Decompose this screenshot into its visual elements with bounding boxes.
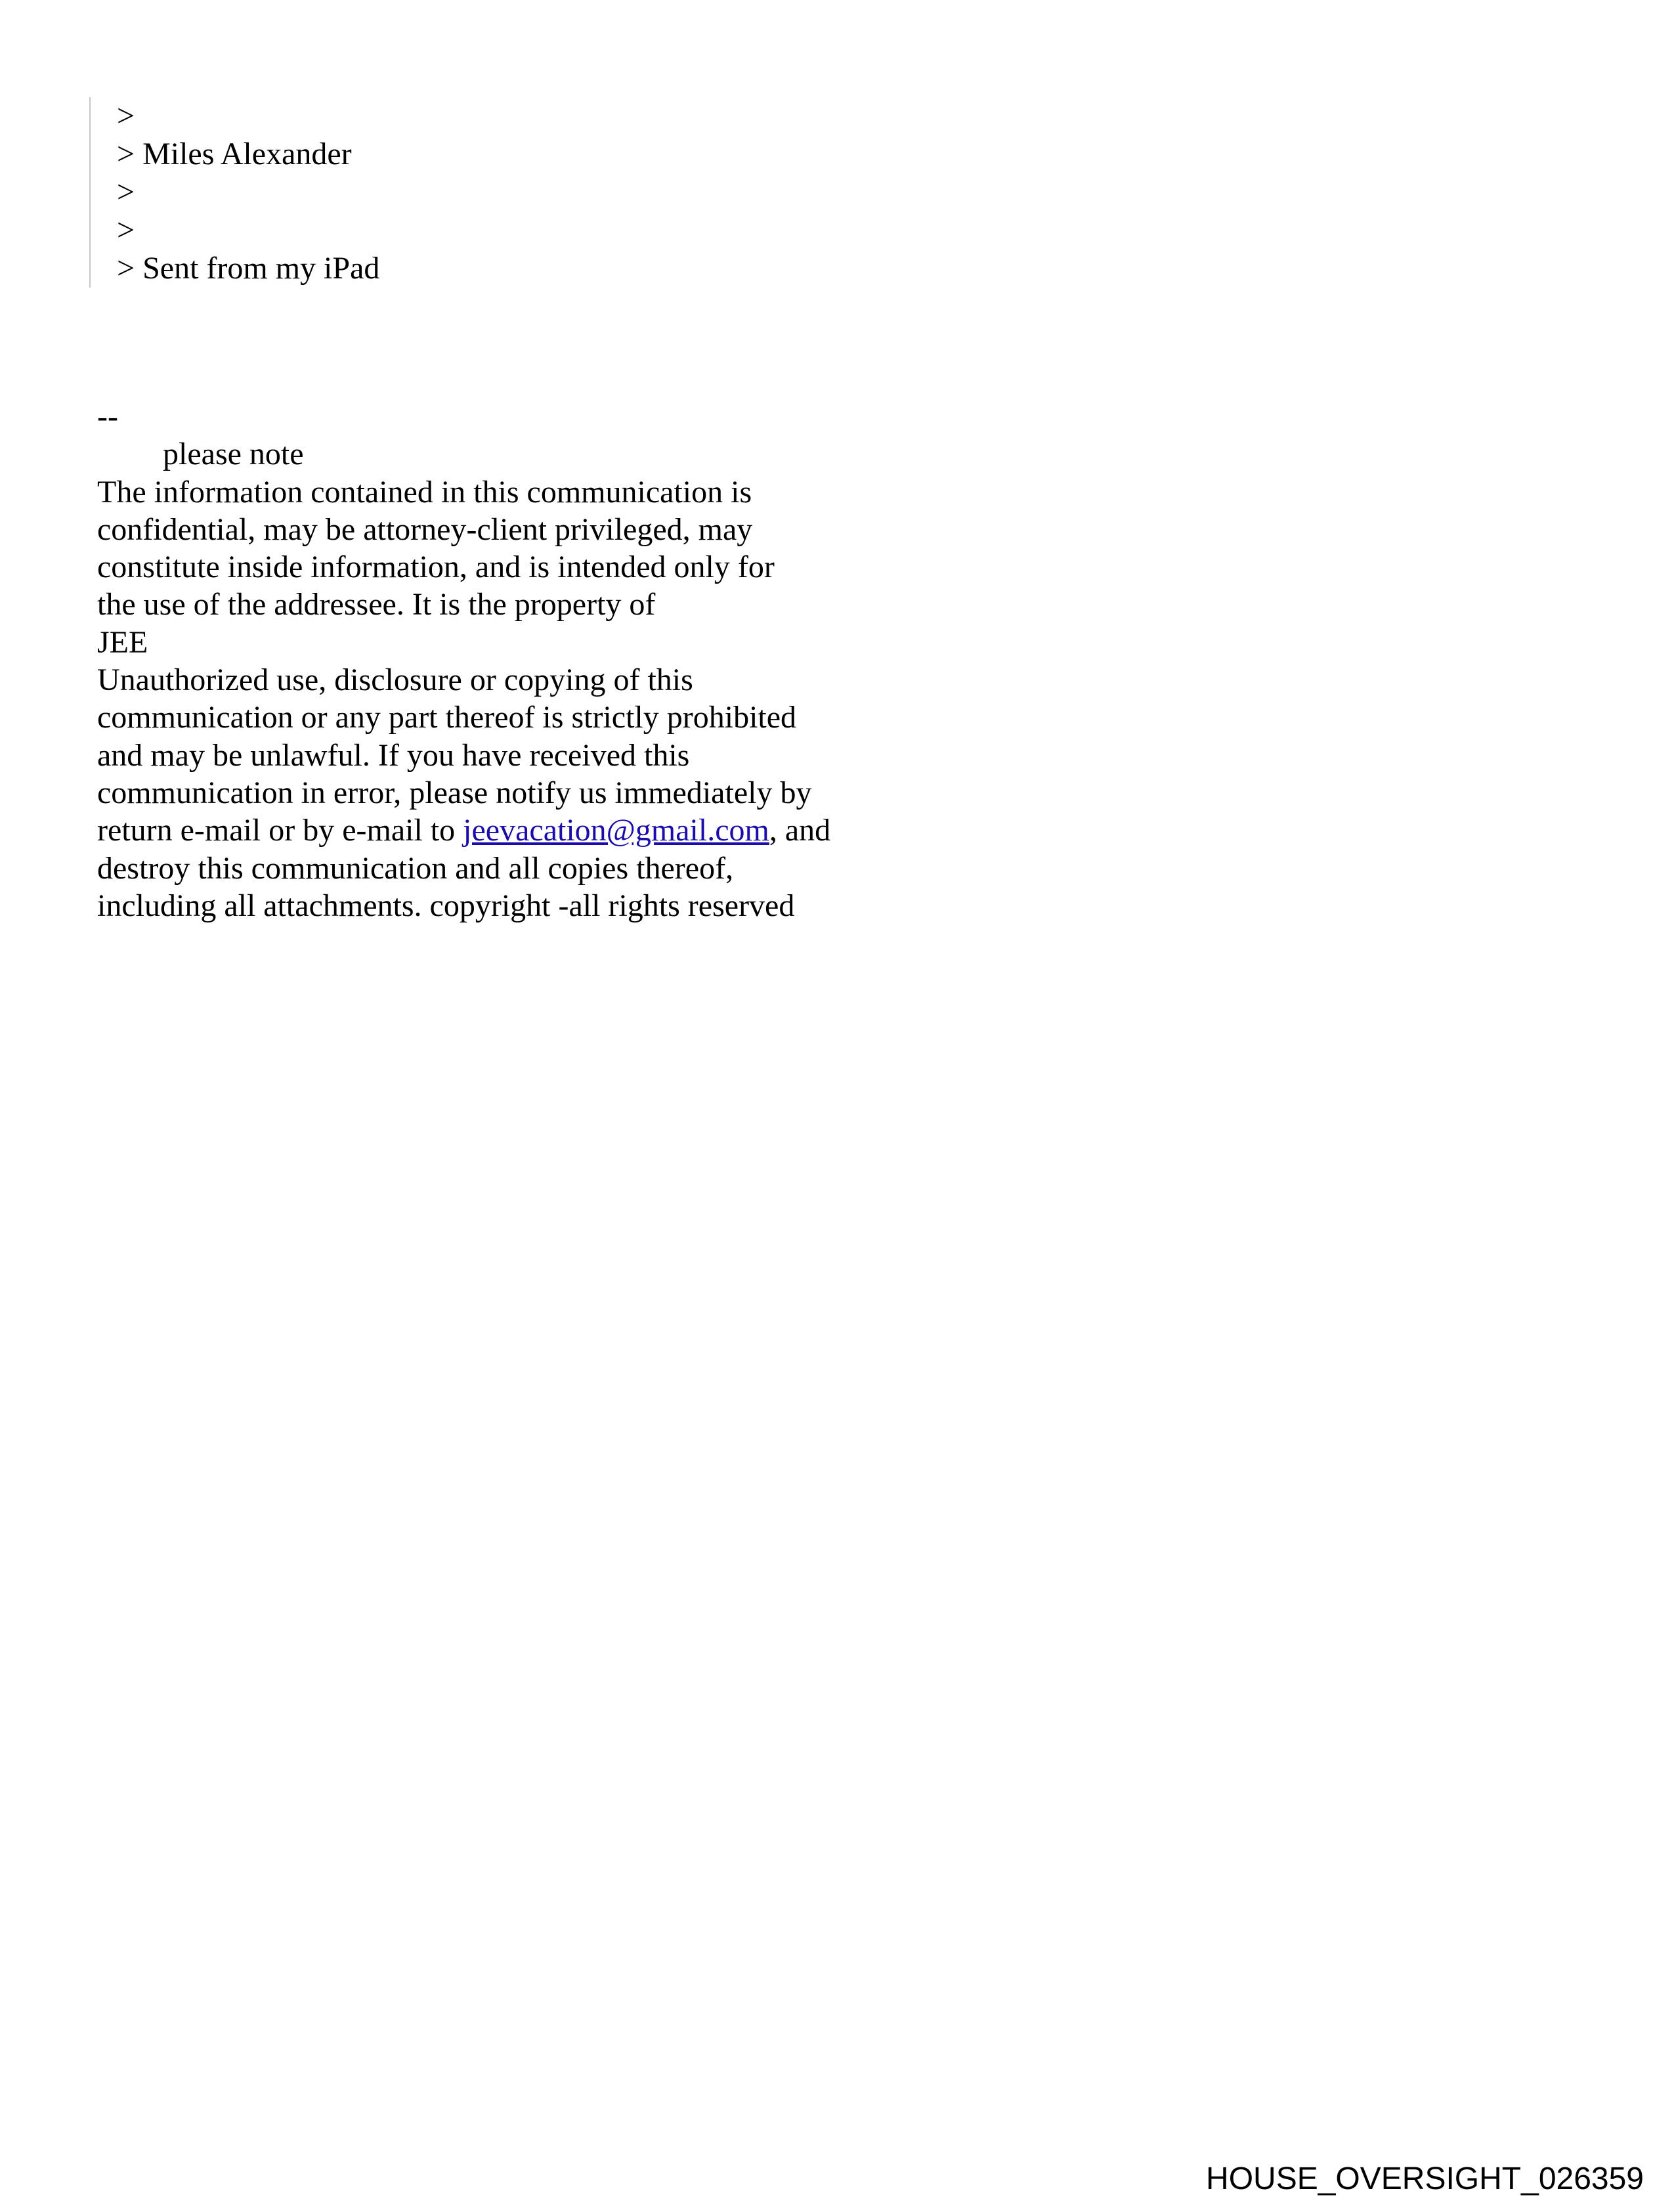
disclaimer-line: the use of the addressee. It is the property of xyxy=(97,587,656,622)
disclaimer-line: including all attachments. copyright -all rights reserved xyxy=(97,888,795,923)
email-signature-disclaimer xyxy=(97,398,937,924)
quote-line: > xyxy=(117,175,135,209)
disclaimer-line: communication or any part thereof is strictly prohibited xyxy=(97,700,797,735)
email-line-suffix: , and xyxy=(769,813,831,848)
disclaimer-email-line xyxy=(97,812,937,849)
email-link[interactable]: jeevacation@gmail.com xyxy=(463,813,769,848)
signature-separator: -- xyxy=(97,399,118,434)
quote-line: > xyxy=(117,98,135,133)
disclaimer-line: Unauthorized use, disclosure or copying of this xyxy=(97,662,693,698)
disclaimer-line: communication in error, please notify us immediately by xyxy=(97,775,812,810)
quote-line-sent-from: > Sent from my iPad xyxy=(117,251,380,286)
bates-number: HOUSE_OVERSIGHT_026359 xyxy=(1206,2161,1644,2196)
disclaimer-line: constitute inside information, and is intended only for xyxy=(97,550,775,585)
disclaimer-line: destroy this communication and all copies thereof, xyxy=(97,850,734,886)
disclaimer-line: confidential, may be attorney-client privileged, may xyxy=(97,511,753,547)
disclaimer-line: and may be unlawful. If you have received this xyxy=(97,737,690,773)
disclaimer-owner: JEE xyxy=(97,624,148,660)
quoted-reply-block xyxy=(89,97,708,288)
quote-line: > xyxy=(117,213,135,248)
email-line-prefix: return e-mail or by e-mail to xyxy=(97,813,463,848)
quote-line-sender-name: > Miles Alexander xyxy=(117,137,352,171)
signature-heading: please note xyxy=(163,437,304,472)
disclaimer-line: The information contained in this communication is xyxy=(97,474,752,510)
